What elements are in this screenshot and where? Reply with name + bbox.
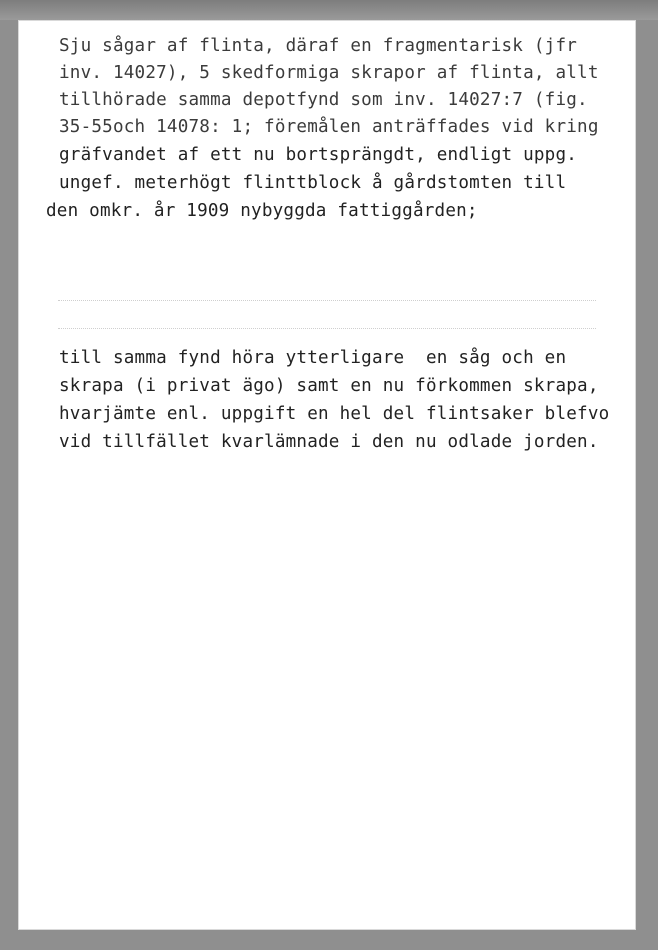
text-line: Sju sågar af flinta, däraf en fragmentarisk (jfr — [59, 36, 578, 56]
text-line: gräfvandet af ett nu bortsprängdt, endligt uppg. — [59, 145, 578, 165]
text-line: ungef. meterhögt flinttblock å gårdstomten till — [59, 173, 567, 193]
text-line: tillhörade samma depotfynd som inv. 14027:7 (fig. — [59, 90, 588, 110]
text-line: skrapa (i privat ägo) samt en nu förkommen skrapa, — [59, 376, 599, 396]
faint-ruling — [58, 328, 596, 330]
text-line: 35-55och 14078: 1; föremålen anträffades vid kring — [59, 117, 599, 137]
scan-border — [0, 0, 658, 20]
text-line: till samma fynd höra ytterligare en såg och en — [59, 348, 567, 368]
text-line: vid tillfället kvarlämnade i den nu odlade jorden. — [59, 432, 599, 452]
text-line: inv. 14027), 5 skedformiga skrapor af flinta, allt — [59, 63, 599, 83]
text-line: hvarjämte enl. uppgift en hel del flintsaker blefvo — [59, 404, 610, 424]
faint-ruling — [58, 300, 596, 302]
text-line: den omkr. år 1909 nybyggda fattiggården; — [46, 201, 478, 221]
index-card — [18, 20, 636, 930]
